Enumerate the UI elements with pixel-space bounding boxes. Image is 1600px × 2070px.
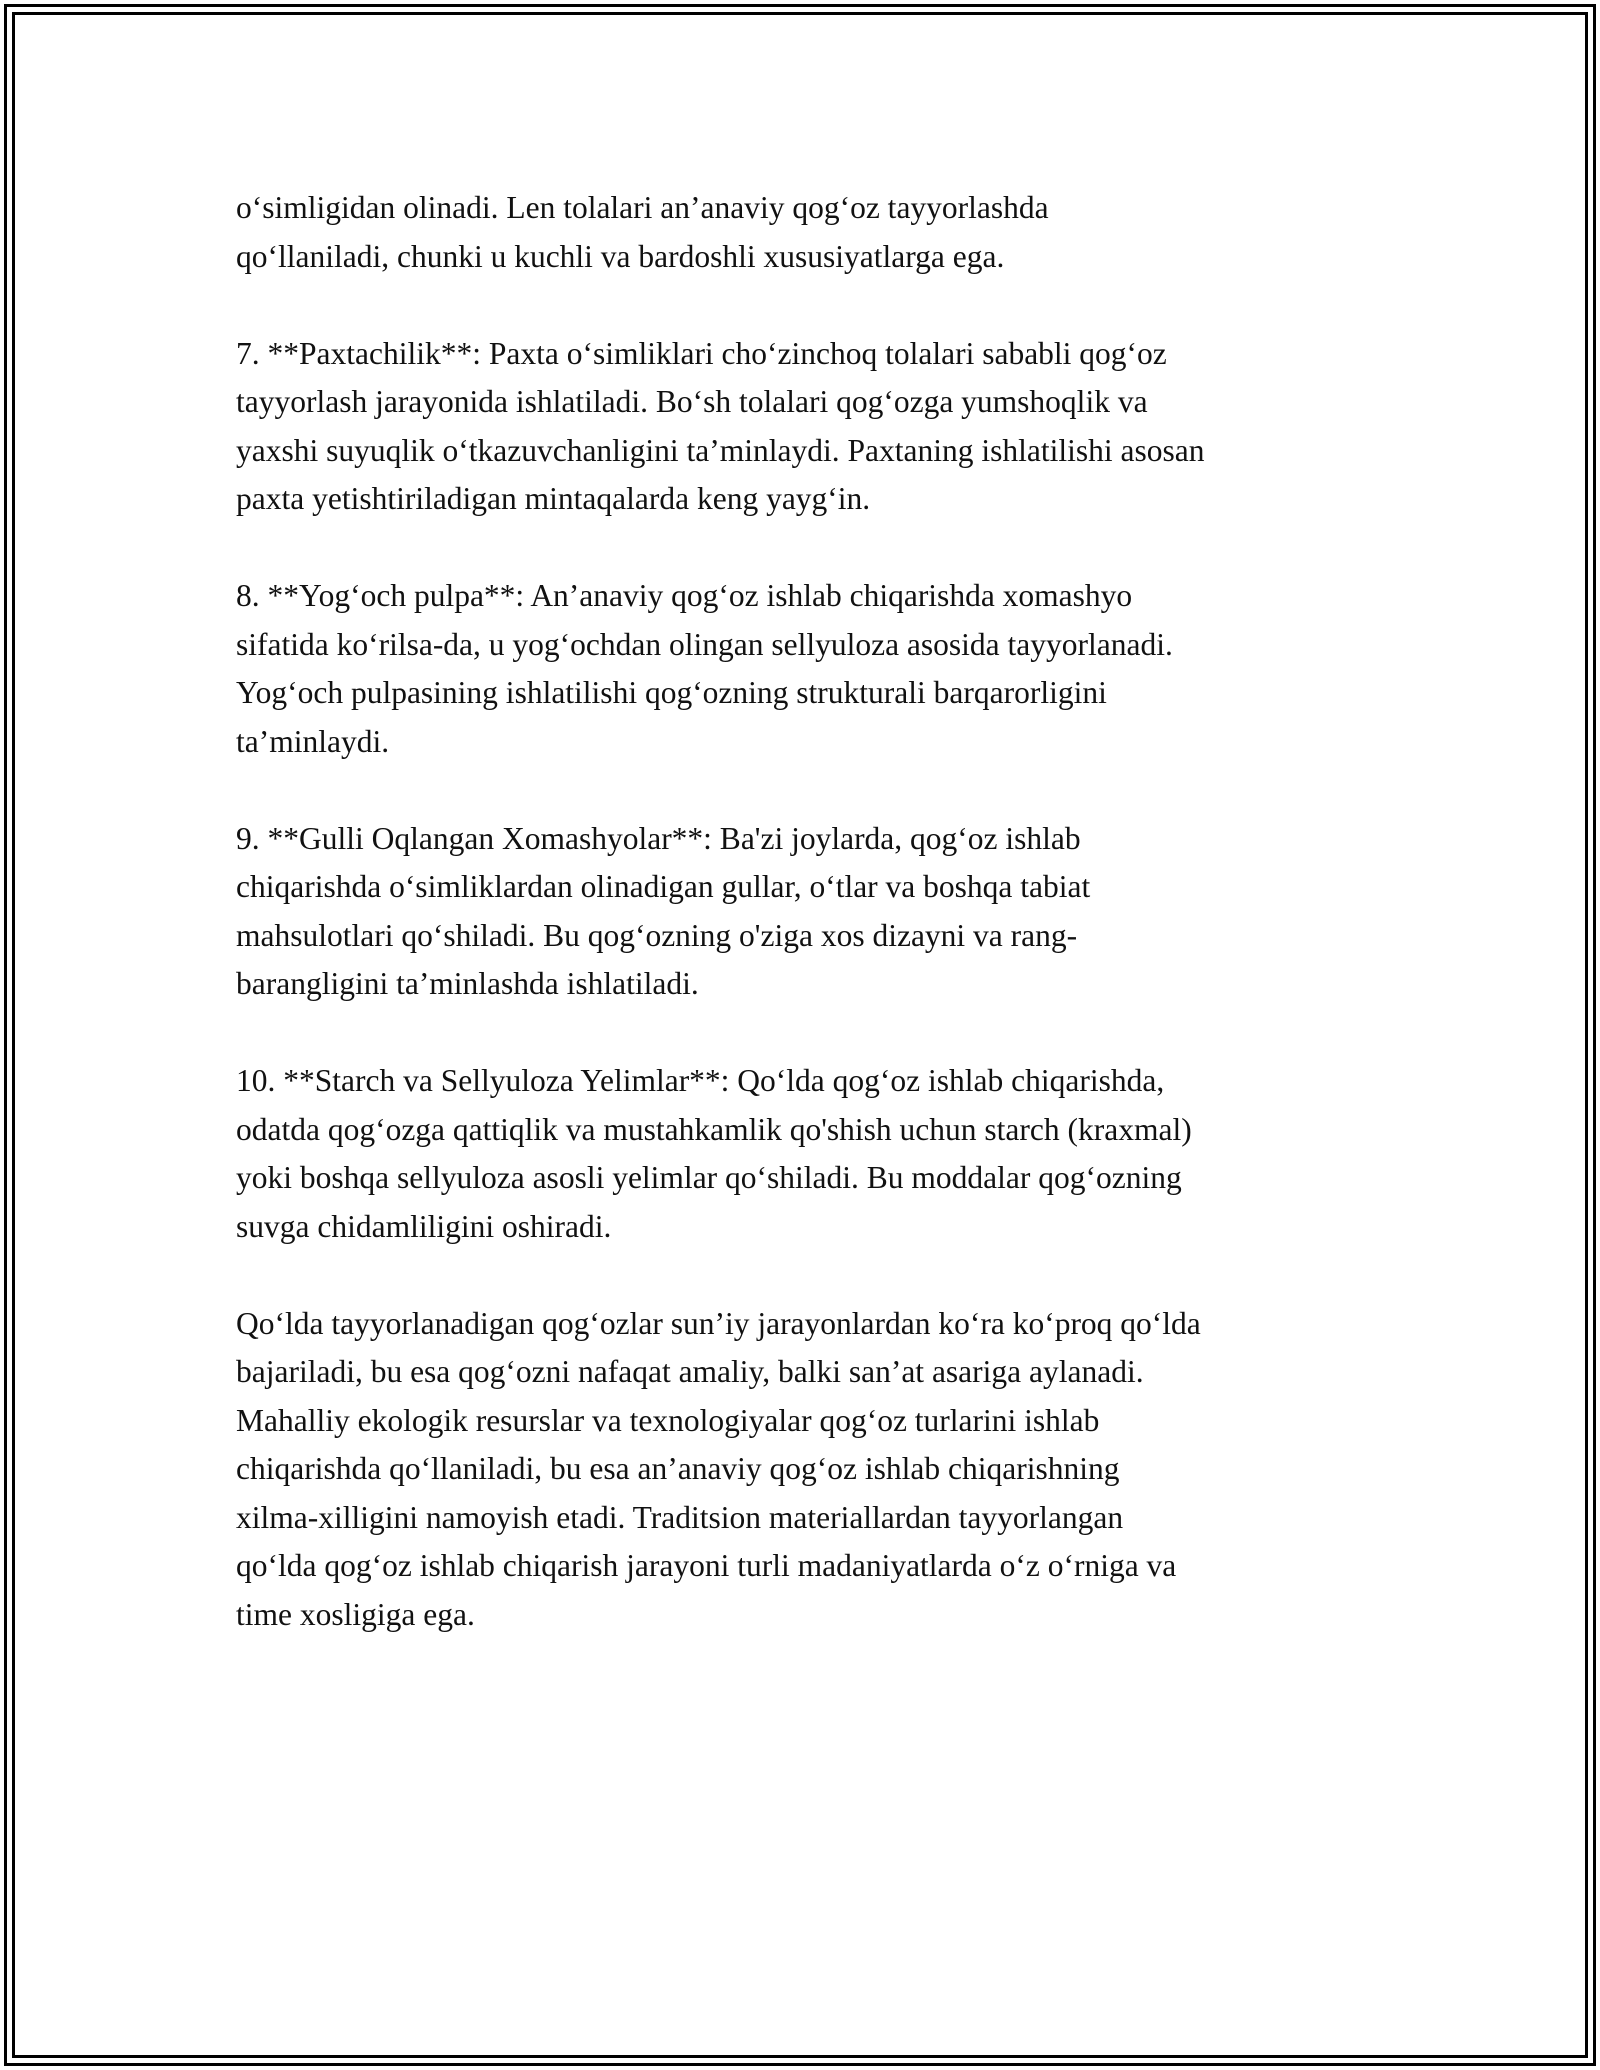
text-line: ta’minlaydi.	[236, 723, 390, 759]
text-line: xilma-xilligini namoyish etadi. Traditsion materiallardan tayyorlangan	[236, 1499, 1124, 1535]
text-line: Yog‘och pulpasining ishlatilishi qog‘ozning strukturali barqarorligini	[236, 675, 1107, 710]
paragraph-item-7	[236, 330, 1376, 524]
text-line: chiqarishda o‘simliklardan olinadigan gullar, o‘tlar va boshqa tabiat	[236, 869, 1091, 904]
paragraph-conclusion	[236, 1300, 1376, 1640]
text-line: qo‘llaniladi, chunki u kuchli va bardoshli xususiyatlarga ega.	[236, 238, 1005, 274]
text-line: qo‘lda qog‘oz ishlab chiqarish jarayoni turli madaniyatlarda o‘z o‘rniga va	[236, 1548, 1177, 1583]
text-line: bajariladi, bu esa qog‘ozni nafaqat amaliy, balki san’at asariga aylanadi.	[236, 1354, 1144, 1389]
text-line: Mahalliy ekologik resurslar va texnologiyalar qog‘oz turlarini ishlab	[236, 1402, 1100, 1438]
text-line: paxta yetishtiriladigan mintaqalarda keng yayg‘in.	[236, 481, 871, 516]
text-line: Qo‘lda tayyorlanadigan qog‘ozlar sun’iy jarayonlardan ko‘ra ko‘proq qo‘lda	[236, 1305, 1201, 1341]
paragraph-item-8	[236, 572, 1376, 766]
text-line: odatda qog‘ozga qattiqlik va mustahkamlik qo'shish uchun starch (kraxmal)	[236, 1111, 1192, 1147]
text-line: o‘simligidan olinadi. Len tolalari an’anaviy qog‘oz tayyorlashda	[236, 190, 1049, 225]
text-line: chiqarishda qo‘llaniladi, bu esa an’anaviy qog‘oz ishlab chiqarishning	[236, 1451, 1120, 1486]
text-line: 8. **Yog‘och pulpa**: An’anaviy qog‘oz ishlab chiqarishda xomashyo	[236, 578, 1133, 613]
text-line: 7. **Paxtachilik**: Paxta o‘simliklari cho‘zinchoq tolalari sababli qog‘oz	[236, 335, 1167, 371]
text-line: 10. **Starch va Sellyuloza Yelimlar**: Qo‘lda qog‘oz ishlab chiqarishda,	[236, 1063, 1165, 1098]
text-line: suvga chidamliligini oshiradi.	[236, 1208, 612, 1244]
paragraph-item-9	[236, 815, 1376, 1009]
text-line: barangligini ta’minlashda ishlatiladi.	[236, 966, 699, 1001]
text-line: tayyorlash jarayonida ishlatiladi. Bo‘sh tolalari qog‘ozga yumshoqlik va	[236, 384, 1148, 419]
text-line: sifatida ko‘rilsa-da, u yog‘ochdan olingan sellyuloza asosida tayyorlanadi.	[236, 626, 1173, 662]
text-line: yoki boshqa sellyuloza asosli yelimlar qo‘shiladi. Bu moddalar qog‘ozning	[236, 1160, 1182, 1195]
document-body	[236, 184, 1376, 1688]
text-line: 9. **Gulli Oqlangan Xomashyolar**: Ba'zi joylarda, qog‘oz ishlab	[236, 820, 1081, 856]
text-line: time xosligiga ega.	[236, 1596, 475, 1632]
paragraph-item-10	[236, 1057, 1376, 1251]
text-line: mahsulotlari qo‘shiladi. Bu qog‘ozning o'ziga xos dizayni va rang-	[236, 917, 1078, 953]
paragraph-linen	[236, 184, 1376, 281]
text-line: yaxshi suyuqlik o‘tkazuvchanligini ta’minlaydi. Paxtaning ishlatilishi asosan	[236, 432, 1205, 468]
